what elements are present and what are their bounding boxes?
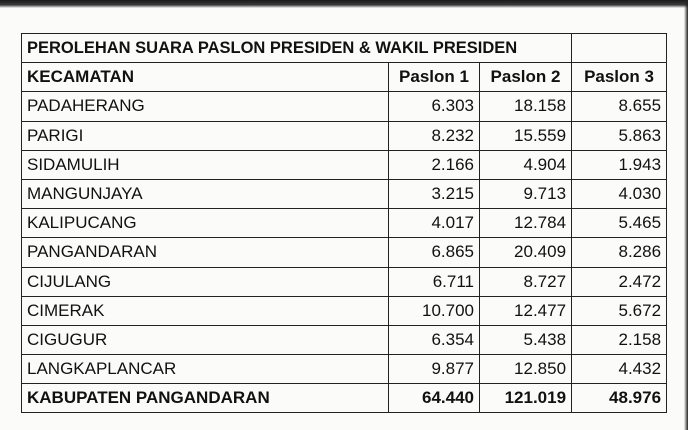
kecamatan-name: MANGUNJAYA (22, 179, 389, 208)
total-paslon-1: 64.440 (389, 384, 480, 413)
kecamatan-name: PADAHERANG (22, 92, 389, 121)
paslon-2-votes: 12.850 (480, 355, 572, 384)
paslon-1-votes: 10.700 (389, 296, 480, 325)
kecamatan-name: PANGANDARAN (22, 238, 389, 267)
paslon-2-votes: 12.784 (480, 209, 572, 238)
paslon-1-votes: 6.303 (389, 92, 480, 121)
paslon-3-votes: 4.030 (572, 179, 667, 208)
table-row (22, 179, 667, 208)
table-title: PEROLEHAN SUARA PASLON PRESIDEN & WAKIL PRESIDEN (22, 34, 572, 63)
header-paslon-2: Paslon 2 (480, 63, 572, 92)
table-row (22, 92, 667, 121)
paslon-1-votes: 6.711 (389, 267, 480, 296)
kecamatan-name: KALIPUCANG (22, 209, 389, 238)
kecamatan-name: CIJULANG (22, 267, 389, 296)
total-paslon-2: 121.019 (480, 384, 572, 413)
table-row (22, 355, 667, 384)
paslon-2-votes: 18.158 (480, 92, 572, 121)
paslon-3-votes: 1.943 (572, 150, 667, 179)
paslon-1-votes: 4.017 (389, 209, 480, 238)
paslon-2-votes: 8.727 (480, 267, 572, 296)
header-row (22, 63, 667, 92)
table-row (22, 238, 667, 267)
kecamatan-name: PARIGI (22, 121, 389, 150)
paslon-3-votes: 4.432 (572, 355, 667, 384)
paslon-2-votes: 12.477 (480, 296, 572, 325)
paslon-1-votes: 6.354 (389, 325, 480, 354)
kecamatan-name: CIMERAK (22, 296, 389, 325)
header-paslon-3: Paslon 3 (572, 63, 667, 92)
paslon-3-votes: 5.863 (572, 121, 667, 150)
empty-title-cell (572, 34, 667, 63)
table-row (22, 267, 667, 296)
header-kecamatan: KECAMATAN (22, 63, 389, 92)
paslon-1-votes: 8.232 (389, 121, 480, 150)
kecamatan-name: LANGKAPLANCAR (22, 355, 389, 384)
paslon-3-votes: 2.472 (572, 267, 667, 296)
paslon-2-votes: 4.904 (480, 150, 572, 179)
title-row (22, 34, 667, 63)
paslon-2-votes: 5.438 (480, 325, 572, 354)
table-row (22, 209, 667, 238)
photo-right-edge (684, 0, 688, 430)
paslon-1-votes: 6.865 (389, 238, 480, 267)
table-row (22, 296, 667, 325)
table-row (22, 150, 667, 179)
total-paslon-3: 48.976 (572, 384, 667, 413)
paslon-2-votes: 20.409 (480, 238, 572, 267)
paslon-3-votes: 5.465 (572, 209, 667, 238)
paslon-3-votes: 8.286 (572, 238, 667, 267)
header-paslon-1: Paslon 1 (389, 63, 480, 92)
paslon-3-votes: 8.655 (572, 92, 667, 121)
vote-results-table (21, 33, 667, 413)
paslon-3-votes: 2.158 (572, 325, 667, 354)
kecamatan-name: SIDAMULIH (22, 150, 389, 179)
paslon-2-votes: 9.713 (480, 179, 572, 208)
paslon-2-votes: 15.559 (480, 121, 572, 150)
paslon-1-votes: 3.215 (389, 179, 480, 208)
paslon-3-votes: 5.672 (572, 296, 667, 325)
table-row (22, 121, 667, 150)
photo-top-edge (0, 0, 688, 8)
total-label: KABUPATEN PANGANDARAN (22, 384, 389, 413)
paslon-1-votes: 2.166 (389, 150, 480, 179)
kecamatan-name: CIGUGUR (22, 325, 389, 354)
paslon-1-votes: 9.877 (389, 355, 480, 384)
table-row (22, 325, 667, 354)
total-row (22, 384, 667, 413)
